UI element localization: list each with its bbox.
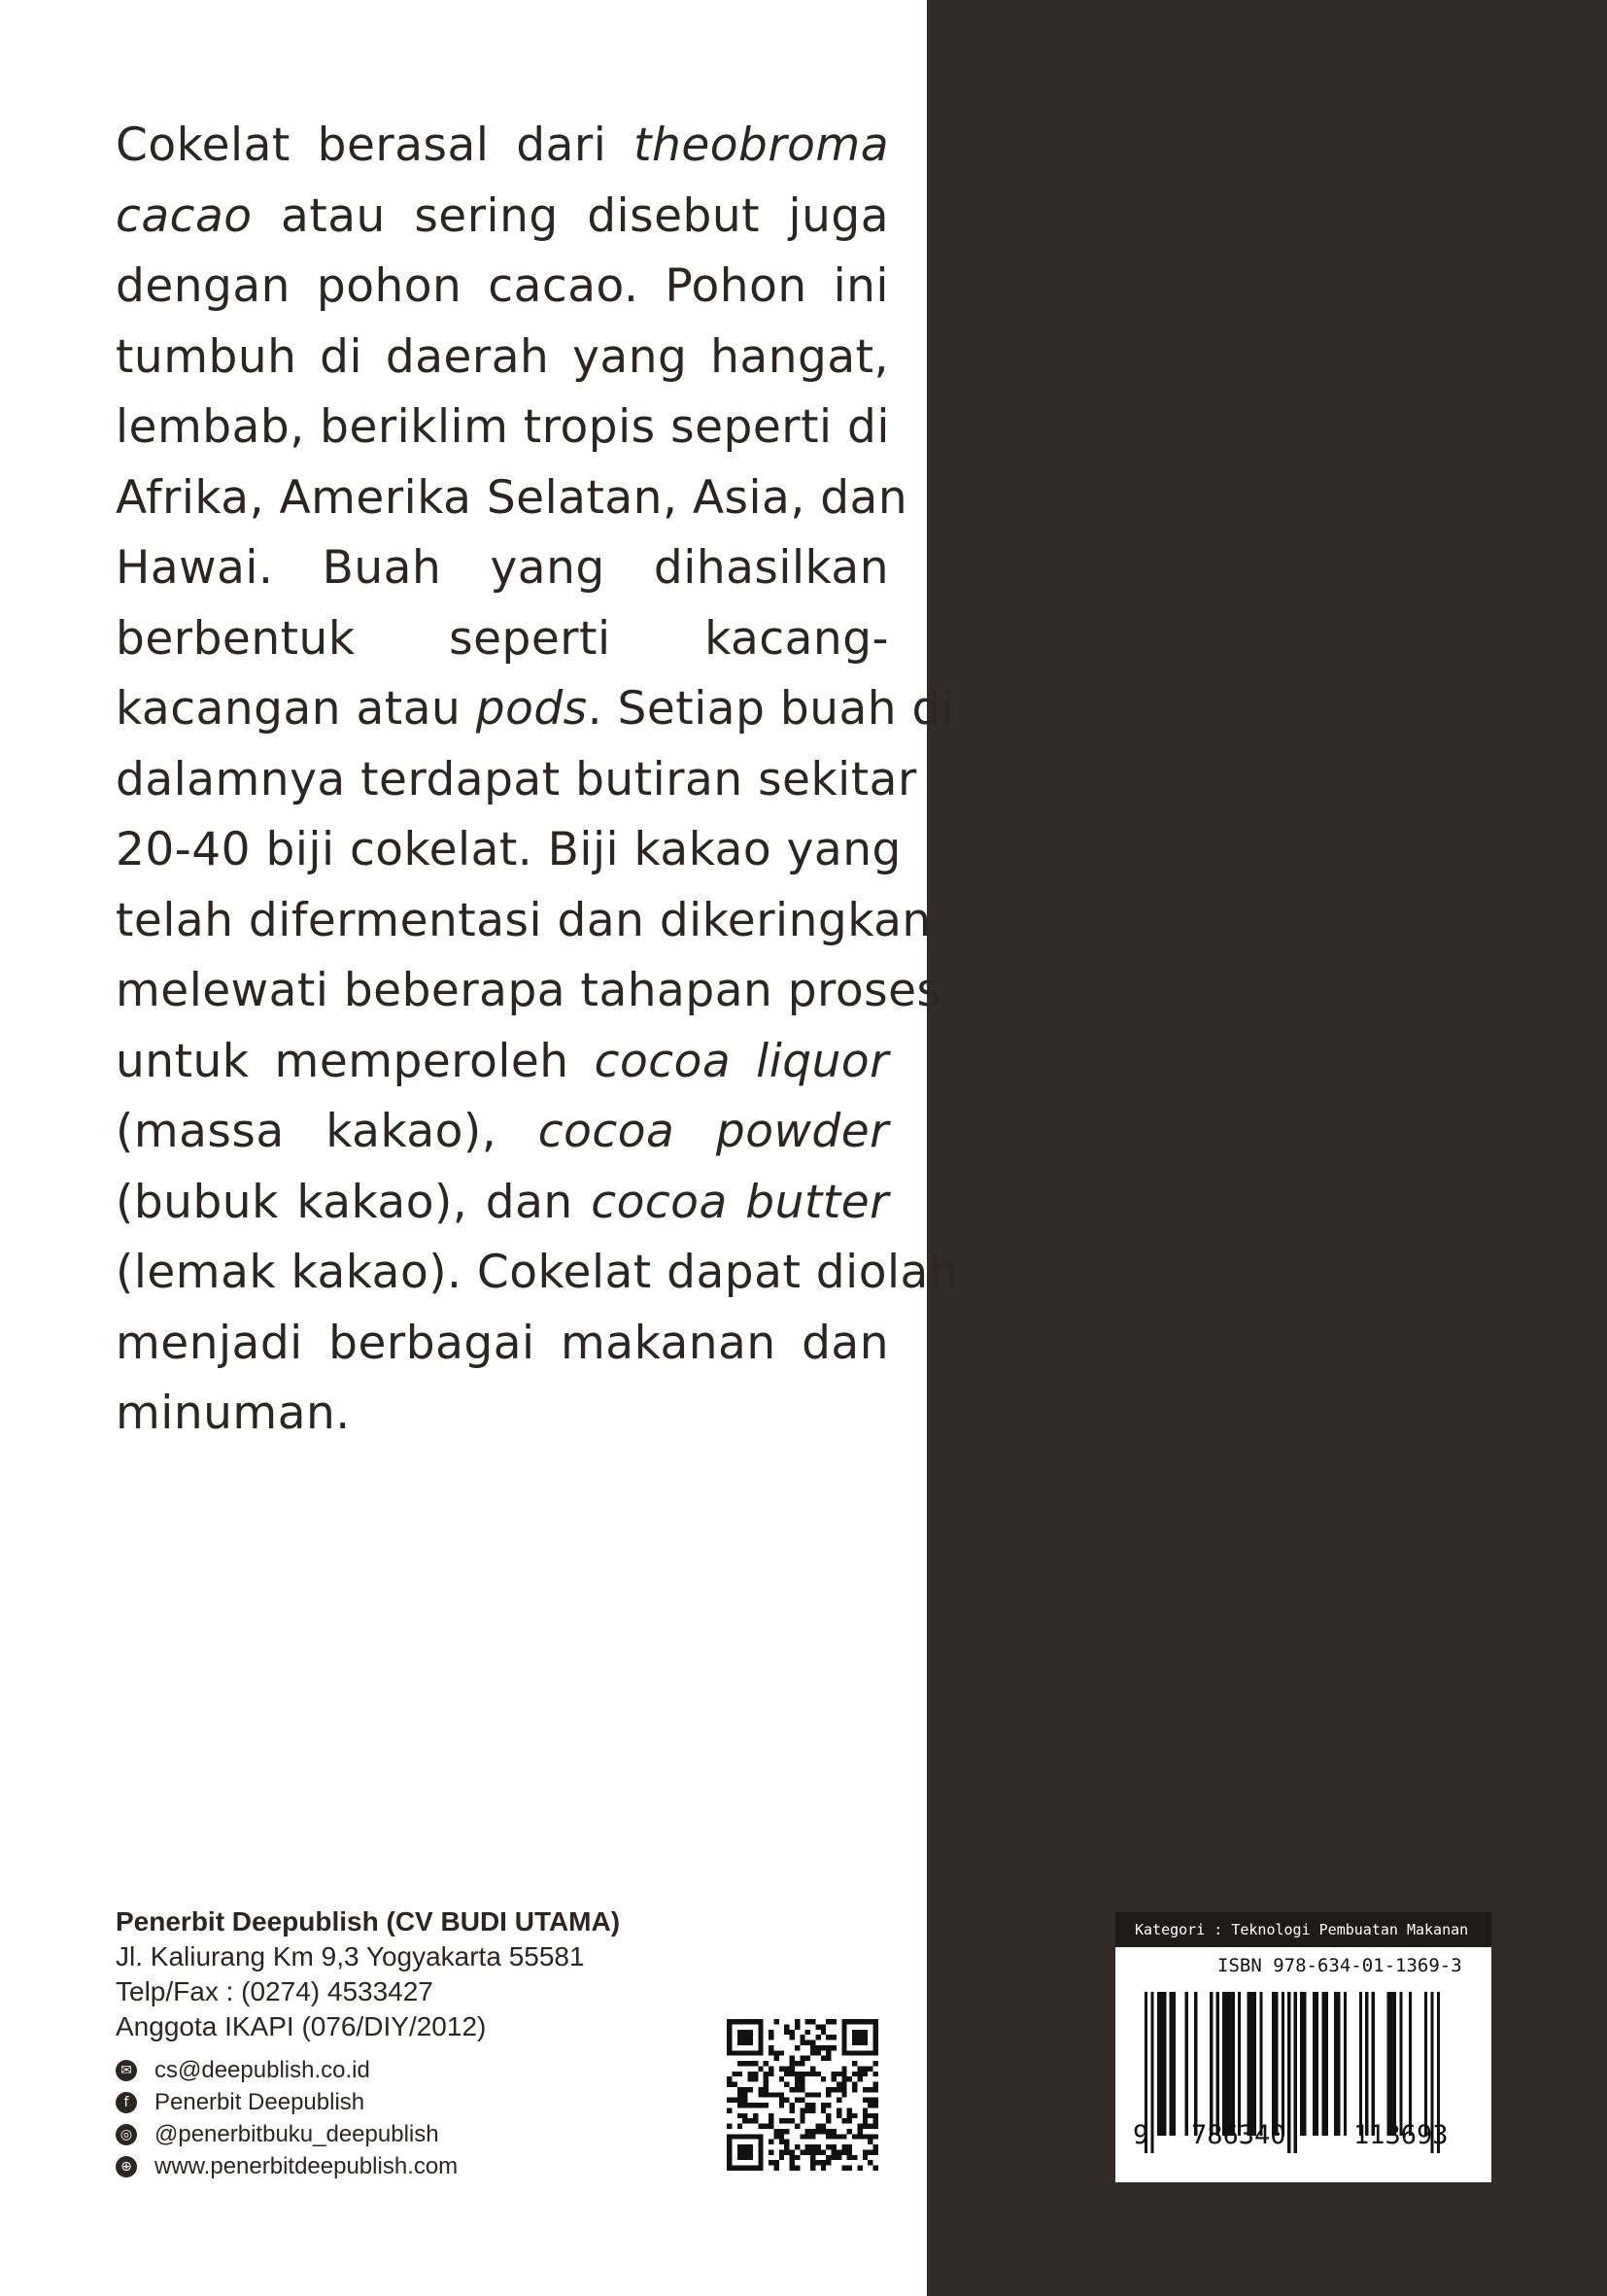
blurb-italic-term: theobroma bbox=[633, 119, 889, 172]
blurb-text: (massa kakao), bbox=[116, 1105, 538, 1158]
blurb-line bbox=[116, 393, 889, 463]
blurb-line bbox=[116, 182, 889, 253]
contact-instagram-text: @penerbitbuku_deepublish bbox=[154, 2120, 439, 2147]
blurb-line bbox=[116, 323, 889, 394]
publisher-address: Jl. Kaliurang Km 9,3 Yogyakarta 55581 bbox=[116, 1941, 585, 1971]
contact-website-text: www.penerbitdeepublish.com bbox=[154, 2152, 459, 2179]
isbn-number: ISBN 978-634-01-1369-3 bbox=[1217, 1955, 1462, 1976]
blurb-text: dengan pohon cacao. Pohon ini bbox=[116, 259, 889, 313]
blurb-text: atau sering disebut juga bbox=[252, 188, 889, 243]
instagram-icon: ◎ bbox=[116, 2124, 137, 2145]
blurb-text: berbentuk seperti kacang- bbox=[116, 611, 889, 666]
blurb-text: kacangan atau bbox=[116, 682, 476, 736]
blurb-text: lembab, beriklim tropis seperti di bbox=[116, 400, 890, 454]
blurb-text: minuman. bbox=[116, 1387, 351, 1440]
blurb-line bbox=[116, 604, 889, 675]
blurb-text: (lemak kakao). Cokelat dapat diolah bbox=[116, 1246, 959, 1299]
blurb-text: telah difermentasi dan dikeringkan bbox=[116, 893, 932, 947]
qr-code bbox=[727, 2019, 878, 2171]
blurb-text: untuk memperoleh bbox=[116, 1034, 595, 1088]
facebook-icon: f bbox=[116, 2092, 137, 2113]
publisher-name: Penerbit Deepublish (CV BUDI UTAMA) bbox=[116, 1906, 621, 1936]
globe-icon: ⊕ bbox=[116, 2156, 137, 2177]
blurb-line bbox=[116, 1168, 889, 1239]
back-cover-blurb bbox=[116, 111, 959, 1450]
blurb-text: menjadi berbagai makanan dan bbox=[116, 1316, 889, 1370]
blurb-line bbox=[116, 1238, 959, 1309]
blurb-text: Afrika, Amerika Selatan, Asia, dan bbox=[116, 470, 908, 525]
blurb-line bbox=[116, 111, 889, 182]
barcode-digit-first: 9 bbox=[1133, 2120, 1149, 2150]
contact-facebook-text: Penerbit Deepublish bbox=[154, 2088, 365, 2115]
blurb-italic-term: cocoa powder bbox=[537, 1105, 889, 1158]
blurb-text: melewati beberapa tahapan proses bbox=[116, 964, 941, 1017]
blurb-text: dalamnya terdapat butiran sekitar bbox=[116, 752, 917, 806]
blurb-line bbox=[116, 745, 917, 816]
isbn-category: Kategori : Teknologi Pembuatan Makanan bbox=[1115, 1912, 1491, 1947]
blurb-line bbox=[116, 886, 932, 957]
blurb-italic-term: cocoa liquor bbox=[594, 1034, 889, 1088]
blurb-text: 20-40 biji cokelat. Biji kakao yang bbox=[116, 823, 902, 876]
publisher-info bbox=[116, 1904, 718, 2044]
contact-email bbox=[116, 2054, 458, 2086]
blurb-text: (bubuk kakao), dan bbox=[116, 1175, 592, 1229]
barcode-digits-left: 786340 bbox=[1191, 2120, 1286, 2150]
blurb-line bbox=[116, 1379, 889, 1450]
blurb-line bbox=[116, 1309, 889, 1380]
blurb-line bbox=[116, 674, 955, 745]
publisher-phone: Telp/Fax : (0274) 4533427 bbox=[116, 1976, 433, 2006]
contact-website bbox=[116, 2150, 458, 2182]
blurb-italic-term: pods bbox=[475, 682, 588, 736]
contact-instagram bbox=[116, 2118, 458, 2150]
contact-email-text: cs@deepublish.co.id bbox=[154, 2056, 370, 2083]
blurb-italic-term: cocoa butter bbox=[591, 1175, 889, 1229]
blurb-text: Cokelat berasal dari bbox=[116, 119, 634, 172]
contact-facebook bbox=[116, 2086, 458, 2118]
blurb-text: . Setiap buah di bbox=[587, 682, 955, 736]
blurb-italic-term: cacao bbox=[116, 188, 253, 243]
blurb-line bbox=[116, 252, 889, 323]
publisher-membership: Anggota IKAPI (076/DIY/2012) bbox=[116, 2011, 487, 2041]
contact-list bbox=[116, 2054, 458, 2182]
barcode-digits-right: 113693 bbox=[1353, 2120, 1449, 2150]
blurb-line bbox=[116, 1027, 889, 1098]
blurb-text: Hawai. Buah yang dihasilkan bbox=[116, 541, 889, 595]
blurb-line bbox=[116, 1097, 889, 1168]
blurb-line bbox=[116, 815, 902, 886]
blurb-text: tumbuh di daerah yang hangat, bbox=[116, 329, 889, 384]
email-icon: ✉ bbox=[116, 2060, 137, 2081]
blurb-line bbox=[116, 533, 889, 604]
blurb-line bbox=[116, 463, 908, 534]
blurb-line bbox=[116, 956, 941, 1027]
